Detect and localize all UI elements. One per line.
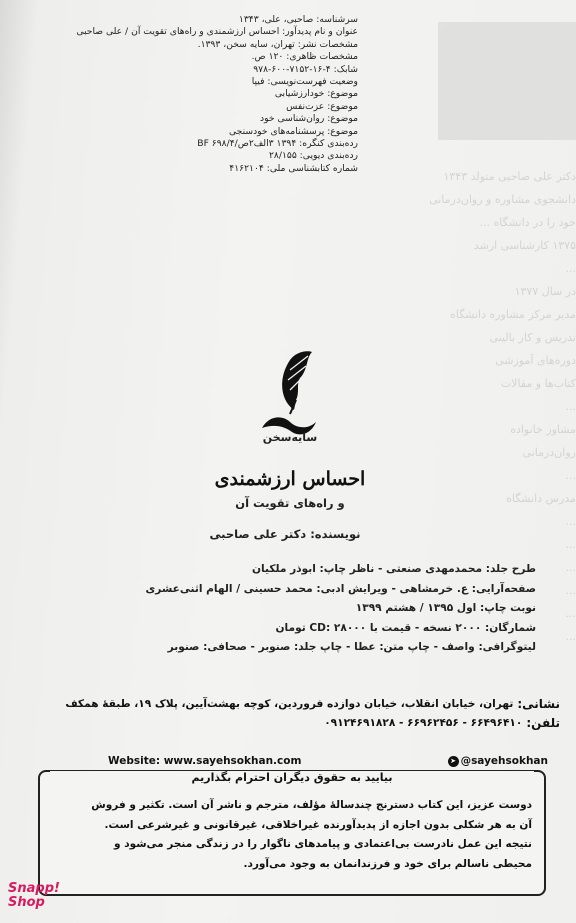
notice-line: محیطی ناسالم برای خود و فرزندانمان به وجود می‌آورد. <box>243 857 532 870</box>
notice-body <box>52 796 532 874</box>
catalog-line: موضوع: روان‌شناسی خود <box>260 113 358 125</box>
bleed-through-line: مدرس دانشگاه <box>506 492 576 505</box>
snappshop-watermark <box>8 882 68 910</box>
bleed-through-line: ... <box>565 630 576 643</box>
bleed-through-line: خود را در دانشگاه ... <box>479 216 576 229</box>
social-handle: @sayehsokhan <box>460 755 548 767</box>
bleed-through-line: تدریس و کار بالینی <box>489 331 576 344</box>
bleed-through-line: دانشجوی مشاوره و روان‌درمانی <box>429 193 576 206</box>
bleed-through-line: ۱۳۷۵ کارشناسی ارشد <box>473 239 576 252</box>
address-label: نشانی: <box>517 697 560 711</box>
book-subtitle: و راه‌های تقویت آن <box>235 496 345 510</box>
address-row <box>65 695 560 714</box>
telegram-icon: ➤ <box>448 756 459 767</box>
catalog-line: شابک: ۴-۱۶-۷۱۵۲-۶۰۰-۹۷۸ <box>253 63 358 75</box>
phone-label: تلفن: <box>526 716 560 730</box>
bleed-through-line: در سال ۱۳۷۷ <box>514 285 576 298</box>
bleed-through-line: ... <box>565 400 576 413</box>
bleed-through-line: دکتر علی صاحبی متولد ۱۳۴۳ <box>443 170 576 183</box>
bleed-through-line: دوره‌های آموزشی <box>495 354 576 367</box>
bleed-through-line: ... <box>565 262 576 275</box>
notice-title: بیایید به حقوق دیگران احترام بگذاریم <box>50 771 534 784</box>
phone-row <box>80 714 560 733</box>
bleed-through-line: ... <box>565 561 576 574</box>
catalog-line: رده‌بندی دیویی: ۲۸/۱۵۵ <box>268 150 358 162</box>
copyright-notice-box <box>38 770 546 896</box>
catalog-line: مشخصات نشر: تهران، سایه سخن، ۱۳۹۳. <box>197 38 358 50</box>
credit-line: شمارگان: ۲۰۰۰ نسخه - قیمت با CD: ۲۸۰۰۰ تومان <box>275 621 536 634</box>
bleed-through-line: ... <box>565 584 576 597</box>
bleed-through-line: مدیر مرکز مشاوره دانشگاه <box>449 308 576 321</box>
notice-line: آن به هر شکلی بدون اجازه از پدیدآورنده غیراخلاقی، غیرقانونی و غیرشرعی است. <box>104 818 532 831</box>
production-credits <box>76 560 536 658</box>
bleed-through-line: ... <box>565 515 576 528</box>
cataloging-data <box>28 14 358 175</box>
credit-line: لیتوگرافی: واصف - چاپ متن: عطا - چاپ جلد: صنوبر - صحافی: صنوبر <box>167 641 536 653</box>
catalog-line: موضوع: خودارزشیابی <box>274 88 358 100</box>
credit-line: طرح جلد: محمدمهدی صنعتی - ناظر چاپ: ابوذر ملکیان <box>252 563 536 575</box>
catalog-line: شماره کتابشناسی ملی: ۴۱۶۲۱۰۴ <box>229 162 358 174</box>
bleed-through-line: کتاب‌ها و مقالات <box>500 377 576 390</box>
address-value: تهران، خیابان انقلاب، خیابان دوازده فروردین، کوچه بهشت‌آیین، پلاک ۱۹، طبقهٔ همکف <box>65 698 514 710</box>
catalog-line: سرشناسه: صاحبی، علی، ۱۳۴۳ <box>238 14 358 25</box>
social-handle-row <box>448 755 548 767</box>
catalog-line: رده‌بندی کنگره: ۱۳۹۴ ۳الف۲ص/۶۹۸/۴ BF <box>197 138 358 150</box>
catalog-line: موضوع: پرسشنامه‌های خودسنجی <box>229 125 358 137</box>
author-line: نویسنده: دکتر علی صاحبی <box>209 527 361 541</box>
bleed-through-line: ... <box>565 469 576 482</box>
watermark-line: Snapp! <box>8 881 60 896</box>
publisher-name: سایه‌سخن <box>262 431 318 444</box>
bleed-through-line: مشاور خانواده <box>510 423 576 436</box>
bleed-through-line: ... <box>565 538 576 551</box>
notice-line: نتیجه این عمل نادرست بی‌اعتمادی و پیامدهای ناگوار را در زندگی منجر می‌شود و <box>114 838 532 850</box>
catalog-line: موضوع: عزت‌نفس <box>286 100 358 112</box>
watermark-line: Shop <box>8 895 45 910</box>
phone-value: ۶۶۴۹۶۴۱۰ - ۶۶۹۶۲۴۵۶ - ۰۹۱۲۴۶۹۱۸۲۸ <box>324 717 523 729</box>
book-title: احساس ارزشمندی <box>214 468 366 490</box>
credit-line: نوبت چاپ: اول ۱۳۹۵ / هشتم ۱۳۹۹ <box>355 602 536 614</box>
bleed-through-line: ... <box>565 607 576 620</box>
catalog-line: مشخصات ظاهری: ۱۲۰ ص. <box>251 51 358 63</box>
publisher-contact <box>65 695 560 753</box>
website-text: Website: www.sayehsokhan.com <box>108 755 302 767</box>
bleed-through-line: روان‌درمانی <box>522 446 576 459</box>
catalog-line: عنوان و نام پدیدآور: احساس ارزشمندی و راه‌های تقویت آن / علی صاحبی <box>76 26 358 38</box>
catalog-line: وضعیت فهرست‌نویسی: فیپا <box>251 76 358 88</box>
show-through-shadow <box>438 22 576 140</box>
credit-line: صفحه‌آرایی: ع. خرمشاهی - ویرایش ادبی: محمد حسینی / الهام اثنی‌عشری <box>145 582 536 595</box>
notice-line: دوست عزیز، این کتاب دسترنج چندسالهٔ مؤلف، مترجم و ناشر آن است. تکثیر و فروش <box>91 799 532 811</box>
